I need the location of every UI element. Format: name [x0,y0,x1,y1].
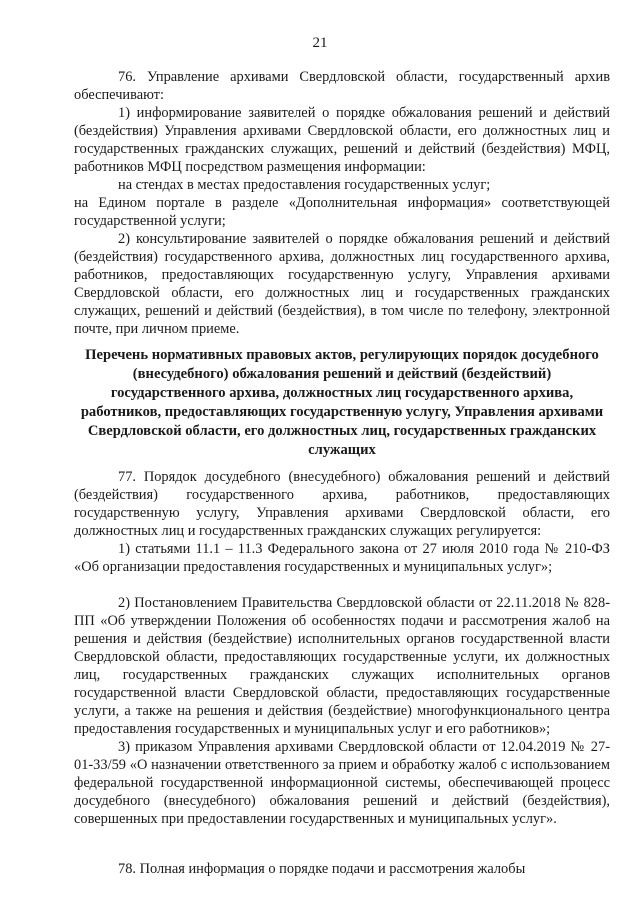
section-heading: Перечень нормативных правовых актов, регулирующих порядок досудебного (внесудебного) обжалования решений и действий (бездействий) государственного архива, должностных лиц государственного архива, работников, предоставляющих государственную услугу, Управления архивами Свердловской области, его должностных лиц, государственных гражданских служащих [80,347,604,458]
paragraph-77-item-3: 3) приказом Управления архивами Свердловской области от 12.04.2019 № 27-01-33/59 «О назначении ответственного за прием и обработку жалоб с использованием федеральной государственной информационной системы, обеспечивающей процесс досудебного (внесудебного) обжалования решений и действий (бездействия), совершенных при предоставлении государственных и муниципальных услуг». [74,739,610,827]
paragraph-76-item-2: 2) консультирование заявителей о порядке обжалования решений и действий (бездействия) государственного архива, должностных лиц государственного архива, работников, предоставляющих государственную услугу, Управления архивами Свердловской области, его должностных лиц и государственных гражданских служащих, решений и действий (бездействия), в том числе по телефону, электронной почте, при личном приеме. [74,231,610,337]
paragraph-77: 77. Порядок досудебного (внесудебного) обжалования решений и действий (бездействия) государственного архива, работников, предоставляющих государственную услугу, Управления архивами Свердловской области, его должностных лиц и государственных гражданских служащих регулируется: [74,469,610,539]
paragraph-76: 76. Управление архивами Свердловской области, государственный архив обеспечивают: [74,69,610,103]
paragraph-76-item-1b: на Едином портале в разделе «Дополнительная информация» соответствующей государственной услуги; [74,195,610,229]
paragraph-76-item-1: 1) информирование заявителей о порядке обжалования решений и действий (бездействия) Управления архивами Свердловской области, его должностных лиц и государственных гражданских служащих, решений и действий (бездействия) МФЦ, работников МФЦ посредством размещения информации: [74,105,610,175]
paragraph-76-item-1a: на стендах в местах предоставления государственных услуг; [118,177,491,193]
paragraph-77-item-2: 2) Постановлением Правительства Свердловской области от 22.11.2018 № 828-ПП «Об утверждении Положения об особенностях подачи и рассмотрения жалоб на решения и действия (бездействие) исполнительных органов государственной власти Свердловской области, предоставляющих государственные услуги, их должностных лиц, государственных гражданских служащих исполнительных органов государственной власти Свердловской области, предоставляющих государственные услуги, а также на решения и действия (бездействие) многофункционального центра предоставления государственных и муниципальных услуг и его работников»; [74,595,610,737]
page-number: 21 [312,35,328,51]
paragraph-77-item-1: 1) статьями 11.1 – 11.3 Федерального закона от 27 июля 2010 года № 210-ФЗ «Об организации предоставления государственных и муниципальных услуг»; [74,541,610,575]
paragraph-78: 78. Полная информация о порядке подачи и рассмотрения жалобы [118,861,526,877]
